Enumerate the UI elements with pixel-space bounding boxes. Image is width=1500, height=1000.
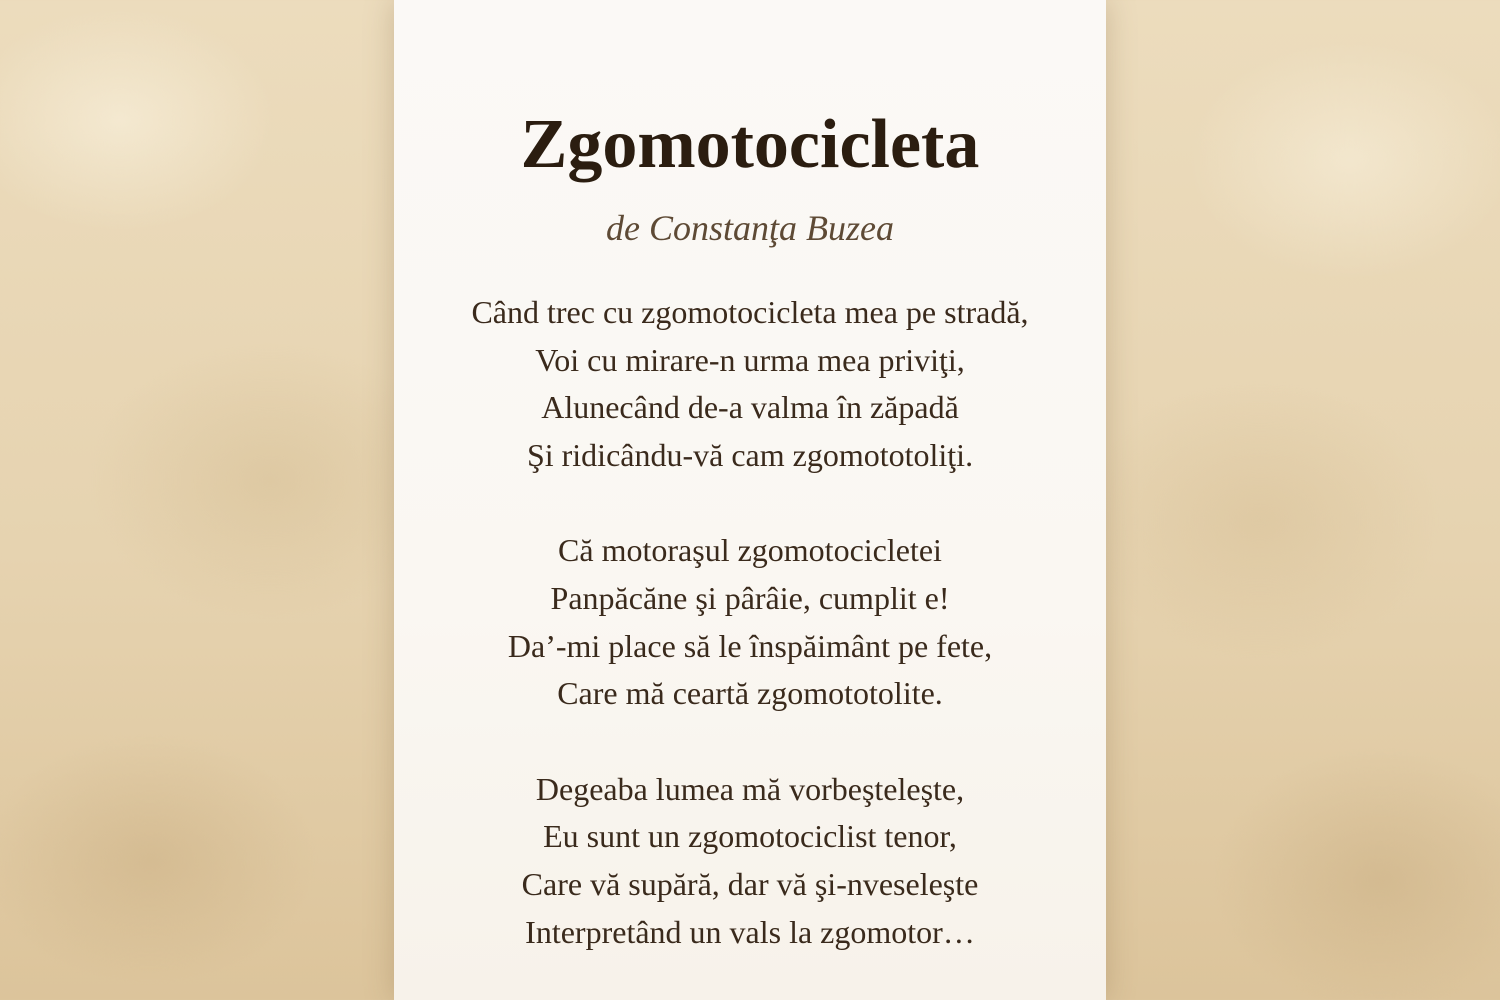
stanza-3 <box>394 766 1106 956</box>
verse-line: Panpăcăne şi pârâie, cumplit e! <box>550 579 950 616</box>
poem-title: Zgomotocicleta <box>520 106 980 183</box>
verse-line: Da’-mi place să le înspăimânt pe fete, <box>507 627 993 664</box>
poem-page <box>394 0 1106 1000</box>
verse-line: Când trec cu zgomotocicleta mea pe stradă, <box>471 294 1029 330</box>
verse-line: Alunecând de-a valma în zăpadă <box>541 389 959 426</box>
verse-line: Că motoraşul zgomotocicletei <box>558 532 942 569</box>
stanza-2 <box>394 527 1106 717</box>
verse-line: Voi cu mirare-n urma mea priviţi, <box>535 341 965 378</box>
verse-line: Interpretând un vals la zgomotor… <box>525 913 975 950</box>
verse-line: Care vă supără, dar vă şi-nveseleşte <box>521 865 979 902</box>
verse-line: Care mă ceartă zgomototolite. <box>557 675 943 712</box>
verse-line: Şi ridicându-vă cam zgomototoliţi. <box>526 436 974 473</box>
poem-body <box>394 289 1106 1000</box>
poem-author: de Constanţa Buzea <box>606 208 894 248</box>
stanza-1 <box>394 289 1106 479</box>
verse-line: Eu sunt un zgomotociclist tenor, <box>543 818 957 855</box>
verse-line: Degeaba lumea mă vorbeşteleşte, <box>535 770 965 807</box>
